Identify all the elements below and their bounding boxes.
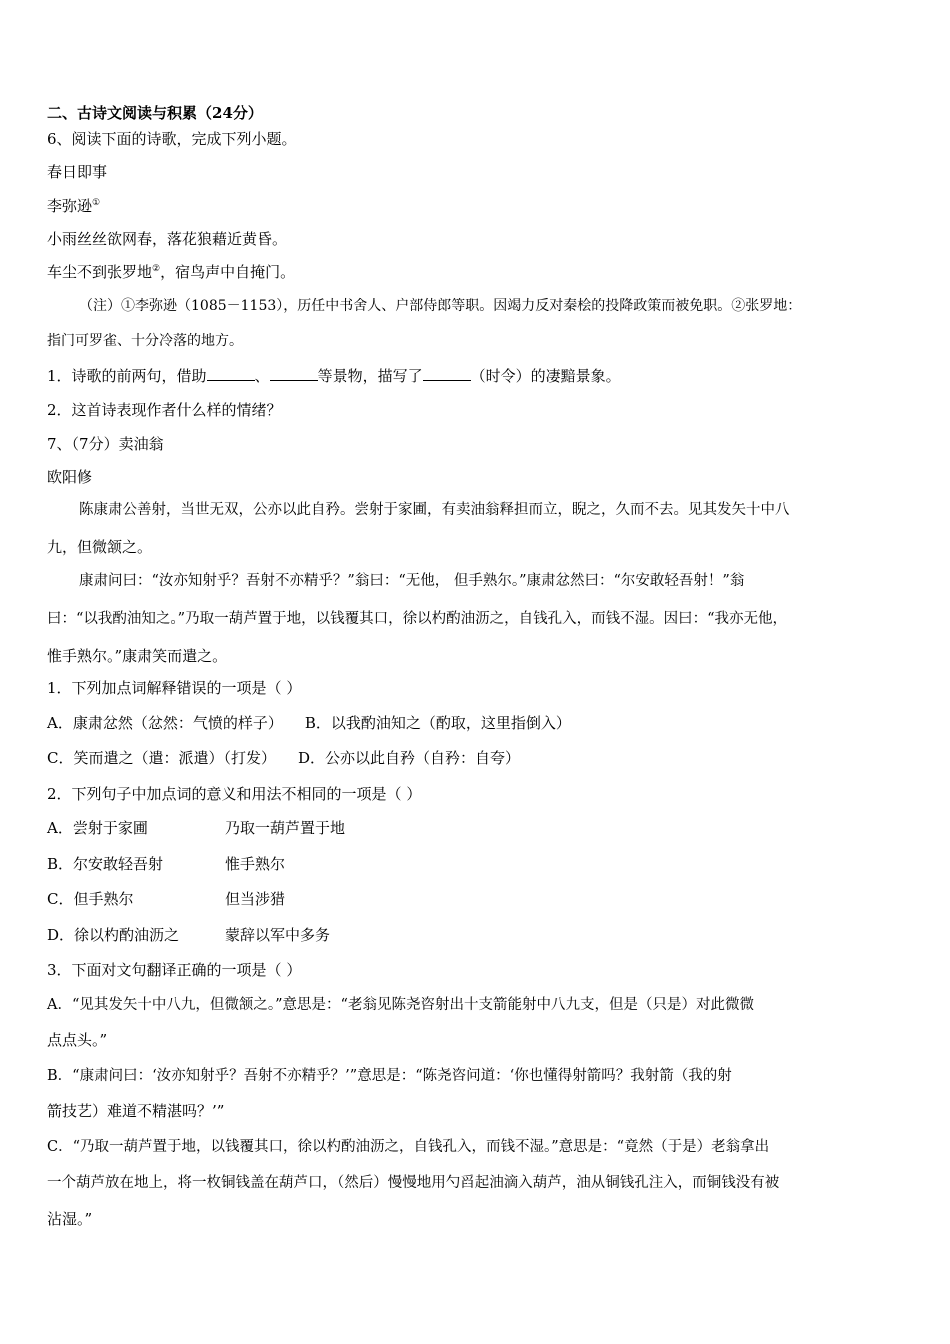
sq1-option-a[interactable]: A．康肃忿然（忿然：气愤的样子） <box>47 714 283 732</box>
sq3-option-c-line2: 一个葫芦放在地上，将一枚铜钱盖在葫芦口，（然后）慢慢地用勺舀起油滴入葫芦，油从铜钱孔注入，而铜钱没有被 <box>47 1175 780 1191</box>
sq2-c-left: C．但手熟尔 <box>47 890 134 908</box>
sq2-option-c[interactable] <box>47 889 910 909</box>
sq3-stem: 3．下面对文句翻译正确的一项是（ ） <box>47 961 302 979</box>
sub1-text-a: 1．诗歌的前两句，借助 <box>47 367 207 385</box>
sq2-option-a[interactable] <box>47 818 910 838</box>
note-mark-1: ① <box>92 198 101 208</box>
sq3-option-b-line1[interactable]: B．“康肃问曰：‘汝亦知射乎？吾射不亦精乎？’”意思是：“陈尧咨问道：‘你也懂得射箭吗？我射箭（我的射 <box>47 1068 732 1084</box>
para1-line1: 陈康肃公善射，当世无双，公亦以此自矜。尝射于家圃，有卖油翁释担而立，睨之，久而不去。见其发矢十中八 <box>79 502 790 518</box>
blank-3[interactable] <box>423 366 471 381</box>
para2-line3: 惟手熟尔。”康肃笑而遣之。 <box>47 647 228 665</box>
sq2-c-right: 但当涉猎 <box>225 890 286 908</box>
sq1-option-d[interactable]: D．公亦以此自矜（自矜：自夸） <box>297 749 521 767</box>
poem-line-2 <box>47 262 910 282</box>
para1-line2: 九，但微颔之。 <box>47 538 153 556</box>
sq1-option-b[interactable]: B．以我酌油知之（酌取，这里指倒入） <box>304 714 571 732</box>
sq2-d-left: D．徐以杓酌油沥之 <box>47 926 180 944</box>
sq2-option-d[interactable] <box>47 925 910 945</box>
note-mark-2: ② <box>152 264 161 274</box>
sq1-row-ab <box>47 713 910 733</box>
sub1-text-c: 等景物，描写了 <box>317 367 423 385</box>
sq1-row-cd <box>47 748 910 768</box>
sq2-option-b[interactable] <box>47 854 910 874</box>
sq3-option-a-line1[interactable]: A．“见其发矢十中八九，但微颔之。”意思是：“老翁见陈尧咨射出十支箭能射中八九支，但是（只是）对此微微 <box>47 997 754 1013</box>
poem-author <box>47 196 910 216</box>
sq1-option-c[interactable]: C．笑而遣之（遣：派遣）（打发） <box>47 749 276 767</box>
poem-line-1: 小雨丝丝欲网春，落花狼藉近黄昏。 <box>47 230 288 248</box>
q6-intro: 6、阅读下面的诗歌，完成下列小题。 <box>47 130 297 148</box>
sq3-option-b-line2: 箭技艺）难道不精湛吗？’” <box>47 1102 225 1120</box>
sub1-text-b: 、 <box>254 367 270 385</box>
para2-line2: 曰：“以我酌油知之。”乃取一葫芦置于地，以钱覆其口，徐以杓酌油沥之，自钱孔入，而钱不湿。因曰：“我亦无他， <box>47 611 787 627</box>
sq2-d-right: 蒙辞以军中多务 <box>225 926 331 944</box>
q7-author: 欧阳修 <box>47 468 93 486</box>
sq1-stem: 1．下列加点词解释错误的一项是（ ） <box>47 679 302 697</box>
sq2-a-left: A．尝射于家圃 <box>47 819 148 837</box>
poem-title: 春日即事 <box>47 163 108 181</box>
q6-sub2: 2．这首诗表现作者什么样的情绪？ <box>47 401 282 419</box>
poem-author-name: 李弥逊 <box>47 197 93 215</box>
note-line-2: 指门可罗雀、十分冷落的地方。 <box>47 333 243 349</box>
sq2-stem: 2．下列句子中加点词的意义和用法不相同的一项是（ ） <box>47 785 422 803</box>
sq2-b-right: 惟手熟尔 <box>225 855 286 873</box>
section-title: 二、古诗文阅读与积累（24分） <box>47 104 263 122</box>
q7-title: 7、（7分）卖油翁 <box>47 435 164 453</box>
sq3-option-a-line2: 点点头。” <box>47 1031 108 1049</box>
poem-line-2-b: ，宿鸟声中自掩门。 <box>160 263 296 281</box>
q6-sub1 <box>47 366 910 386</box>
sub1-text-d: （时令）的凄黯景象。 <box>470 367 621 385</box>
sq3-option-c-line1[interactable]: C．“乃取一葫芦置于地，以钱覆其口，徐以杓酌油沥之，自钱孔入，而钱不湿。”意思是：“竟然（于是）老翁拿出 <box>47 1139 770 1155</box>
poem-line-2-a: 车尘不到张罗地 <box>47 263 153 281</box>
para2-line1: 康肃问曰：“汝亦知射乎？吾射不亦精乎？”翁曰：“无他， 但手熟尔。”康肃忿然曰：“尔安敢轻吾射！”翁 <box>79 573 745 589</box>
sq2-a-right: 乃取一葫芦置于地 <box>225 819 346 837</box>
note-line-1: （注）①李弥逊（1085－1153），历任中书舍人、户部侍郎等职。因竭力反对秦桧的投降政策而被免职。②张罗地： <box>79 298 802 314</box>
sq3-option-c-line3: 沾湿。” <box>47 1210 93 1228</box>
sq2-b-left: B．尔安敢轻吾射 <box>47 855 164 873</box>
blank-2[interactable] <box>270 366 318 381</box>
blank-1[interactable] <box>207 366 255 381</box>
